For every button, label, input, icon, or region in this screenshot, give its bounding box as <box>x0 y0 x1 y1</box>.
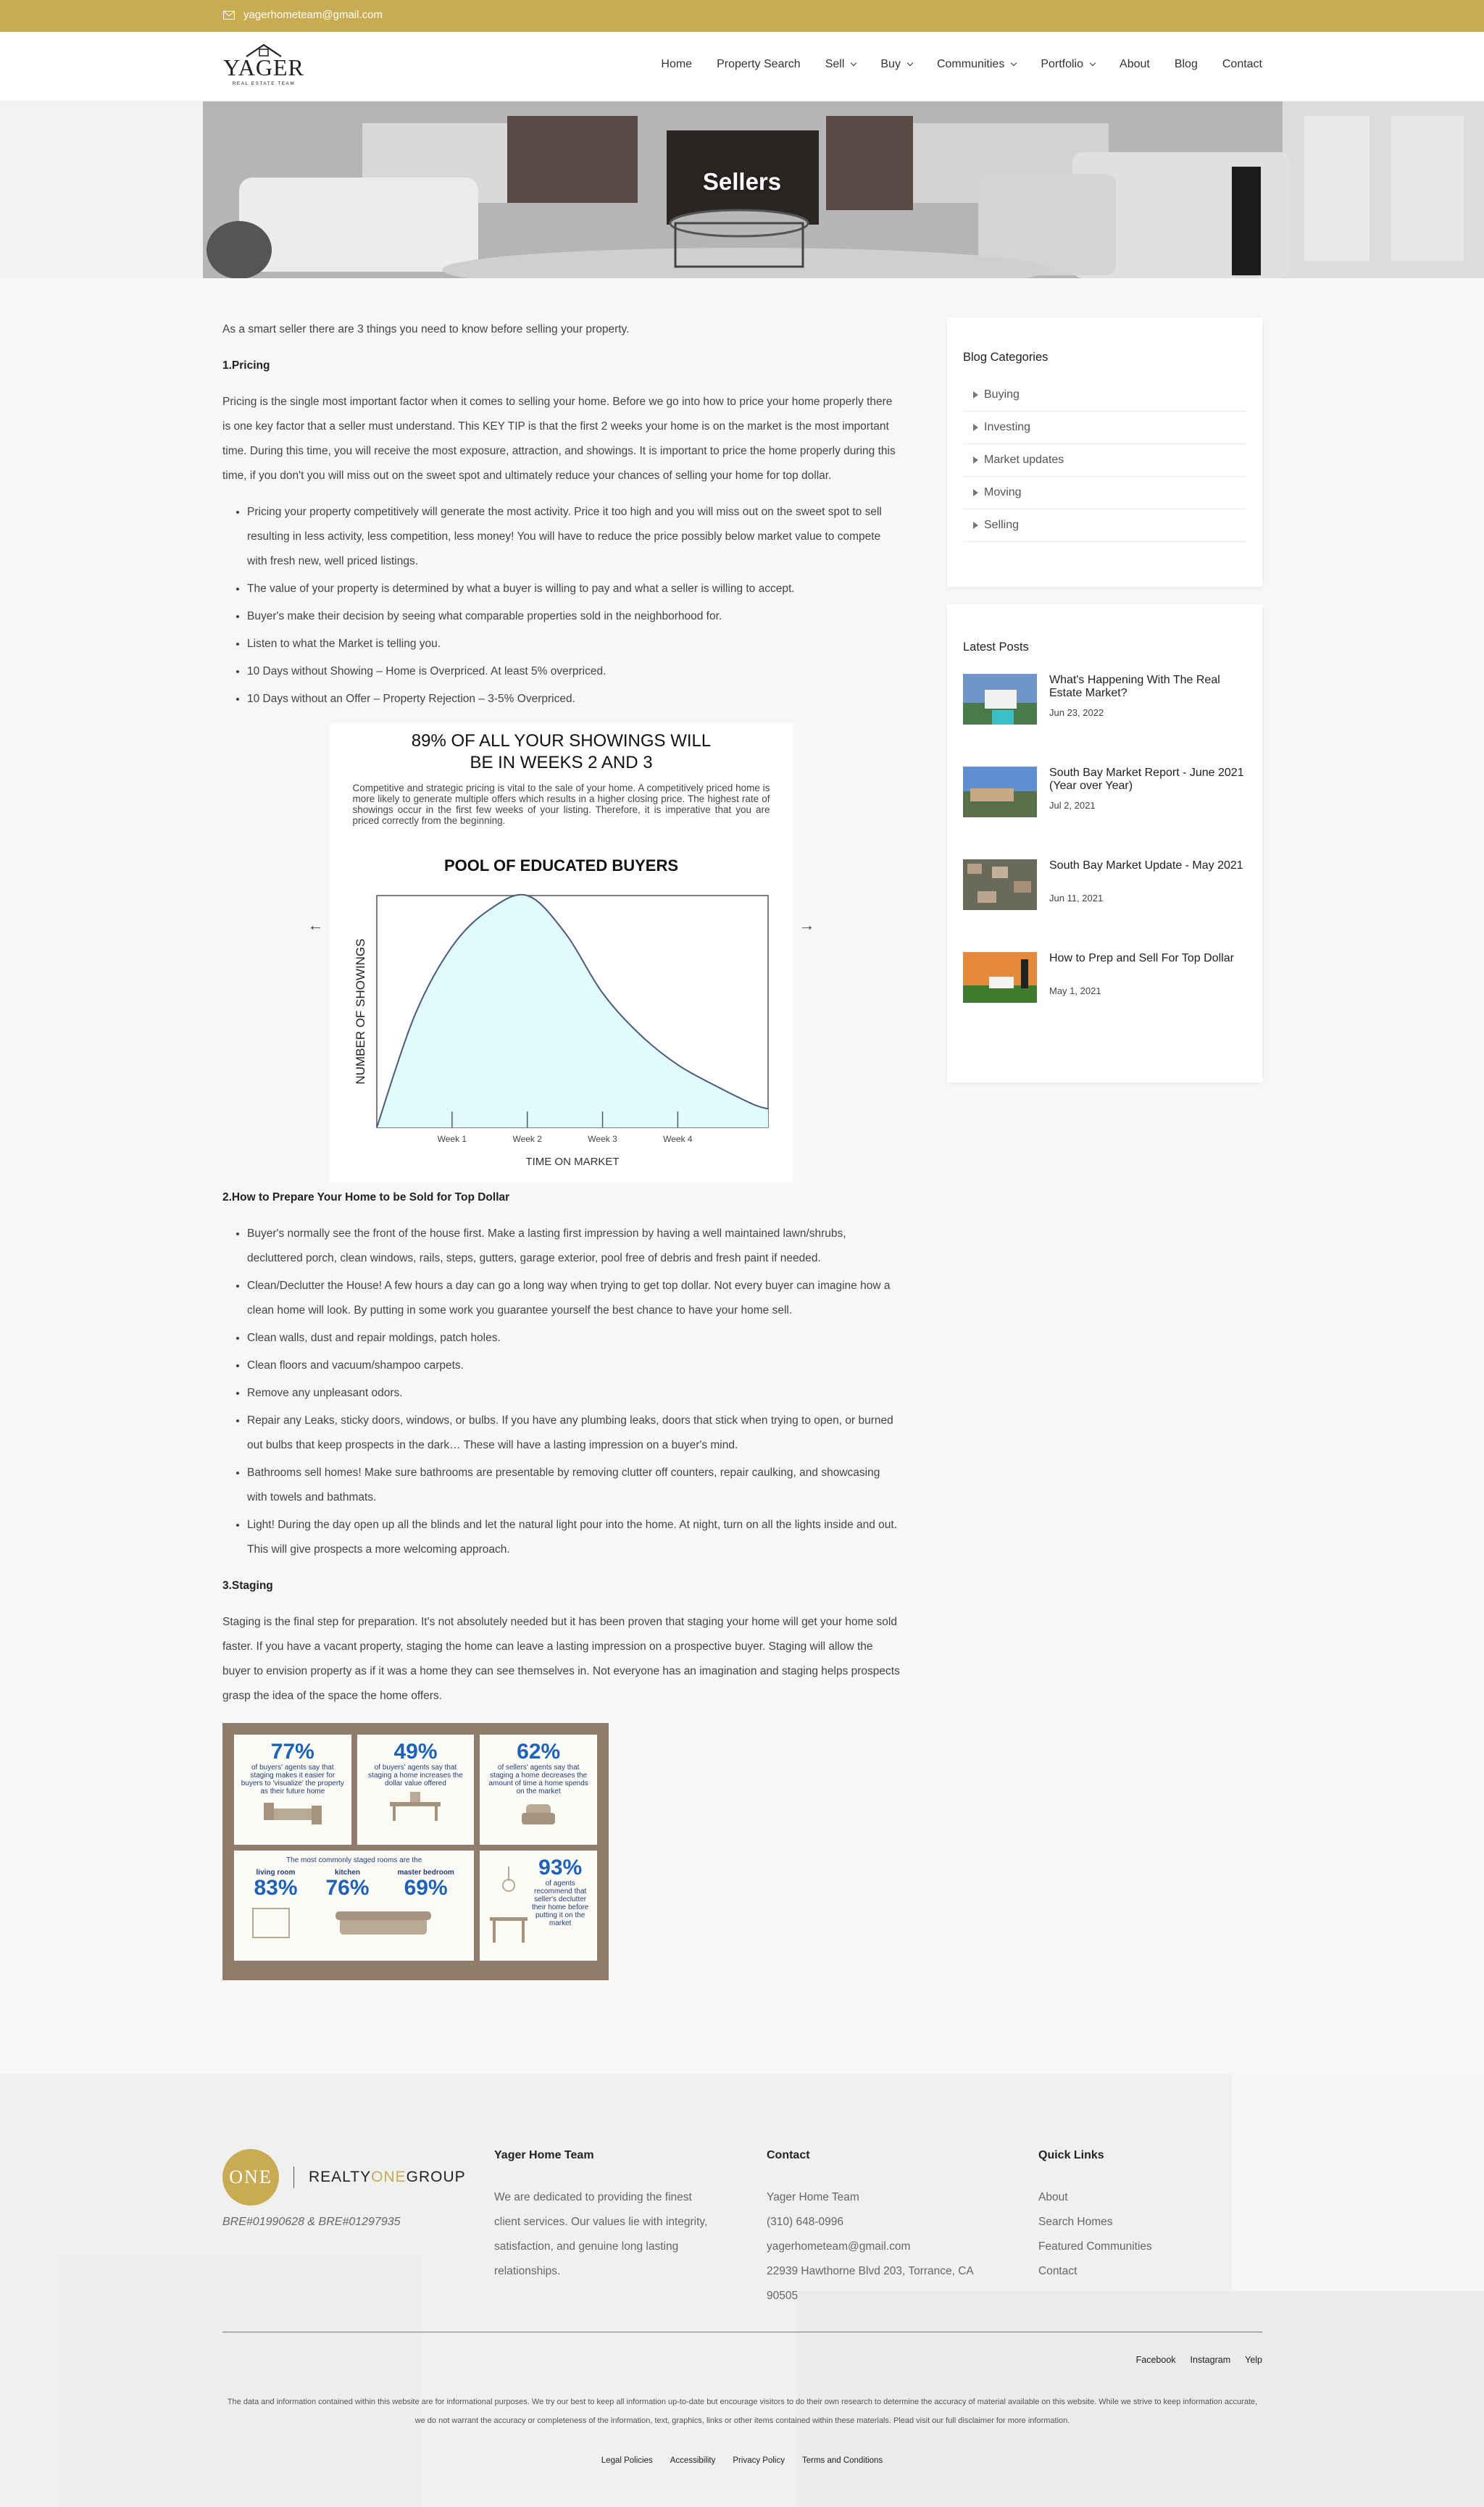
nav-item-label: Sell <box>825 58 845 70</box>
nav-item-label: Contact <box>1222 58 1262 70</box>
stat-value: 49% <box>393 1740 438 1764</box>
stat-staged-rooms <box>234 1851 474 1961</box>
footer-about-column <box>494 2149 712 2284</box>
logo-wordmark: YAGER <box>223 54 304 80</box>
contact-line: Yager Home Team <box>767 2191 859 2203</box>
category-item[interactable] <box>963 477 1246 509</box>
category-item[interactable] <box>963 444 1246 477</box>
category-label: Selling <box>984 519 1020 531</box>
nav-item-label: Home <box>661 58 693 70</box>
legal-link[interactable]: Privacy Policy <box>733 2456 785 2465</box>
brand-mid: ONE <box>371 2169 407 2185</box>
carousel-next-arrow[interactable]: → <box>799 916 815 934</box>
declutter-text <box>529 1856 591 1927</box>
list-item: • The value of your property is determined by what a buyer is willing to pay and what a seller is willing to accept. <box>247 577 900 601</box>
room-value: 76% <box>325 1876 370 1900</box>
prepare-heading: 2.How to Prepare Your Home to be Sold for Top Dollar <box>222 1191 510 1204</box>
stat-visualize <box>234 1735 351 1845</box>
x-tick-label: Week 1 <box>437 1134 467 1144</box>
legal-link[interactable]: Terms and Conditions <box>801 2456 883 2465</box>
logo-tagline: REAL ESTATE TEAM <box>232 81 296 86</box>
stat-value: 93% <box>538 1856 583 1880</box>
post-thumbnail <box>963 859 1037 910</box>
post-item[interactable] <box>963 674 1246 726</box>
category-label: Market updates <box>984 454 1064 466</box>
stat-caption: of sellers' agents say that staging a home decreases the amount of time a home spends on the market <box>488 1764 588 1795</box>
nav-item-portfolio[interactable] <box>1041 58 1095 71</box>
x-axis-label: TIME ON MARKET <box>525 1156 620 1168</box>
room-stat <box>325 1869 369 1900</box>
top-bar <box>0 0 1484 32</box>
staged-rooms-caption: The most commonly staged rooms are the <box>286 1856 422 1864</box>
post-title: South Bay Market Report - June 2021 (Year over Year) <box>1049 767 1244 792</box>
post-title: What's Happening With The Real Estate Market? <box>1049 674 1220 699</box>
chart-title: POOL OF EDUCATED BUYERS <box>443 856 679 875</box>
room-value: 83% <box>254 1876 298 1900</box>
nav-item-blog[interactable] <box>1175 58 1198 71</box>
nav-item-label: Property Search <box>717 58 801 70</box>
post-date: Jun 23, 2022 <box>1049 707 1104 718</box>
quick-links <box>1038 2185 1256 2284</box>
room-label: master bedroom <box>397 1869 454 1877</box>
post-date: Jun 11, 2021 <box>1049 893 1104 904</box>
caret-right-icon <box>973 391 978 399</box>
desk-icon <box>383 1792 448 1821</box>
top-email-text: yagerhometeam@gmail.com <box>243 9 383 21</box>
page-title: Sellers <box>702 168 782 195</box>
nav-item-property-search[interactable] <box>717 58 801 71</box>
caret-right-icon <box>973 489 978 496</box>
footer-links-column <box>1038 2149 1256 2284</box>
main-content <box>222 317 900 1980</box>
contact-line[interactable]: yagerhometeam@gmail.com <box>767 2240 911 2253</box>
room-value: 69% <box>404 1876 448 1900</box>
room-stat <box>397 1869 454 1900</box>
post-item[interactable] <box>963 859 1246 912</box>
nav-item-home[interactable] <box>661 58 692 71</box>
staging-paragraph: Staging is the final step for preparation. It's not absolutely needed but it has been proven that staging your home will get your home sold faster. If you have a vacant property, staging the home can leave a lasting impression on a prospective buyer. Staging will allow the buyer to envision property as if it was a home they can see themselves in. Not everyone has an imagination and staging helps prospects grasp the idea of the space the home offers. <box>222 1616 900 1702</box>
post-date: May 1, 2021 <box>1049 985 1101 996</box>
list-item: • Pricing your property competitively will generate the most activity. Price it too high and you will miss out on the sweet spot to sell resulting in less activity, less competition, less money! You will have to reduce the price possibly below market value to compete with fresh new, well priced listings. <box>247 500 900 574</box>
chevron-down-icon <box>851 60 856 66</box>
envelope-icon <box>223 11 235 20</box>
caret-right-icon <box>973 456 978 464</box>
nav-item-label: Portfolio <box>1041 58 1084 70</box>
pricing-heading: 1.Pricing <box>222 359 270 372</box>
nav-item-sell[interactable] <box>825 58 856 71</box>
nav-item-communities[interactable] <box>937 58 1016 71</box>
categories-title: Blog Categories <box>963 351 1049 364</box>
staged-rooms-values <box>240 1869 468 1900</box>
brand-right: GROUP <box>406 2169 466 2185</box>
stat-value: 77% <box>270 1740 314 1764</box>
list-item: • 10 Days without an Offer – Property Rejection – 3-5% Overpriced. <box>247 687 900 712</box>
y-axis-label: NUMBER OF SHOWINGS <box>353 938 367 1085</box>
nav-item-label: Blog <box>1174 58 1198 70</box>
post-item[interactable] <box>963 952 1246 1004</box>
room-stat <box>254 1869 297 1900</box>
sofa-icon <box>246 1904 463 1940</box>
latest-posts-widget <box>947 604 1262 1083</box>
list-item: • Clean walls, dust and repair moldings, patch holes. <box>247 1326 900 1351</box>
infographic-title-line1: 89% OF ALL YOUR SHOWINGS WILL <box>411 731 712 751</box>
stat-time-on-market <box>480 1735 597 1845</box>
post-thumbnail <box>963 952 1037 1003</box>
brand-circle: ONE <box>222 2149 279 2206</box>
x-tick-label: Week 4 <box>662 1134 693 1144</box>
latest-posts-title: Latest Posts <box>963 641 1029 654</box>
chevron-down-icon <box>1090 60 1096 66</box>
room-label: kitchen <box>334 1869 360 1877</box>
blog-categories-widget <box>947 317 1262 587</box>
pricing-infographic <box>307 723 815 1182</box>
nav-item-contact[interactable] <box>1222 58 1262 71</box>
list-item: • 10 Days without Showing – Home is Overpriced. At least 5% overpriced. <box>247 659 900 684</box>
brand-left: REALTY <box>309 2169 372 2185</box>
post-title: South Bay Market Update - May 2021 <box>1049 859 1243 872</box>
footer-disclaimer: The data and information contained within this website are for informational purposes. We try our best to keep all information up-to-date but encourage visitors to do their own research to determine the accuracy of material available on this website. While we strive to keep information accurate, we do not warrant the accuracy or completeness of the information, text, graphics, links or other items contained within these materials. Plead visit our full disclaimer for more information. <box>227 2398 1258 2425</box>
category-label: Investing <box>984 421 1031 433</box>
carousel-prev-arrow[interactable]: ← <box>307 916 324 934</box>
site-logo[interactable] <box>222 42 306 90</box>
page-hero <box>0 101 1484 278</box>
social-link[interactable]: Facebook <box>1135 2355 1176 2365</box>
footer-links-title: Quick Links <box>1038 2149 1104 2161</box>
chevron-down-icon <box>1011 60 1017 66</box>
category-item[interactable] <box>963 379 1246 412</box>
dining-table-icon <box>487 1866 530 1946</box>
list-item: • Buyer's normally see the front of the house first. Make a lasting first impression by having a well maintained lawn/shrubs, decluttered porch, clean windows, rails, steps, gutters, garage exterior, pool free of debris and fresh paint if needed. <box>247 1222 900 1271</box>
legal-link[interactable]: Accessibility <box>670 2456 716 2465</box>
contact-lines <box>767 2185 999 2308</box>
contact-line[interactable]: 22939 Hawthorne Blvd 203, Torrance, CA 90505 <box>767 2265 973 2302</box>
brokerage-logo[interactable] <box>222 2149 466 2206</box>
list-item: • Bathrooms sell homes! Make sure bathrooms are presentable by removing clutter off counters, repair caulking, and showcasing with towels and bathmats. <box>247 1461 900 1510</box>
post-thumbnail <box>963 674 1037 725</box>
infographic-title-line2: BE IN WEEKS 2 AND 3 <box>470 753 653 772</box>
intro-paragraph: As a smart seller there are 3 things you need to know before selling your property. <box>222 323 630 335</box>
contact-line[interactable]: (310) 648-0996 <box>767 2216 843 2228</box>
staging-stats-infographic <box>222 1723 609 1980</box>
category-label: Buying <box>984 388 1020 401</box>
legal-links <box>0 2456 1484 2465</box>
social-link[interactable]: Instagram <box>1190 2355 1231 2365</box>
x-tick-label: Week 2 <box>512 1134 542 1144</box>
quick-link[interactable]: Contact <box>1038 2265 1077 2277</box>
nav-item-buy[interactable] <box>880 58 912 71</box>
stat-value: 62% <box>517 1740 561 1764</box>
category-label: Moving <box>984 486 1022 499</box>
nav-item-label: Buy <box>880 58 901 70</box>
post-item[interactable] <box>963 767 1246 819</box>
main-nav <box>661 58 1262 71</box>
caret-right-icon <box>973 424 978 431</box>
list-item: • Clean/Declutter the House! A few hours a day can go a long way when trying to get top dollar. Not every buyer can imagine how a clean home will look. By putting in some work you guarantee yourself the best chance to have your home sell. <box>247 1274 900 1323</box>
list-item: • Buyer's make their decision by seeing what comparable properties sold in the neighborhood for. <box>247 604 900 629</box>
list-item: • Listen to what the Market is telling you. <box>247 632 900 656</box>
footer-background-image <box>0 2074 1484 2507</box>
room-label: living room <box>256 1869 296 1877</box>
brand-divider <box>293 2166 294 2188</box>
social-link[interactable]: Yelp <box>1245 2355 1262 2365</box>
quick-link[interactable]: Featured Communities <box>1038 2240 1152 2253</box>
site-footer <box>0 2074 1484 2507</box>
chevron-down-icon <box>907 60 913 66</box>
list-item: • Remove any unpleasant odors. <box>247 1381 900 1406</box>
top-email-link[interactable] <box>223 9 383 21</box>
x-tick-label: Week 3 <box>587 1134 617 1144</box>
post-date: Jul 2, 2021 <box>1049 800 1096 811</box>
stat-dollar-value <box>357 1735 475 1845</box>
footer-contact-title: Contact <box>767 2149 810 2161</box>
brand-wordmark <box>309 2169 466 2186</box>
post-thumbnail <box>963 767 1037 817</box>
legal-link[interactable]: Legal Policies <box>601 2456 653 2465</box>
nav-item-about[interactable] <box>1120 58 1150 71</box>
staging-heading: 3.Staging <box>222 1580 273 1592</box>
nav-item-label: Communities <box>936 58 1005 70</box>
stat-caption: of buyers' agents say that staging a home increases the dollar value offered <box>368 1764 463 1788</box>
armchair-icon <box>506 1800 571 1829</box>
pricing-paragraph: Pricing is the single most important factor when it comes to selling your home. Before we go into how to price your home properly there is one key factor that a seller must understand. This KEY TIP is that the first 2 weeks your home is on the market is the most important time. During this time, you will receive the most exposure, attraction, and showings. It is important to price the home properly during this time, if you don't you will miss out on the sweet spot and ultimately reduce your chances of selling your home for top dollar. <box>222 396 896 482</box>
list-item: • Clean floors and vacuum/shampoo carpets. <box>247 1353 900 1378</box>
footer-contact-column <box>767 2149 999 2308</box>
footer-about-title: Yager Home Team <box>494 2149 594 2161</box>
quick-link[interactable]: About <box>1038 2191 1068 2203</box>
category-item[interactable] <box>963 509 1246 542</box>
stat-caption: of agents recommend that seller's declutter their home before putting it on the market <box>531 1880 589 1927</box>
pricing-bullet-list <box>247 500 900 712</box>
quick-link[interactable]: Search Homes <box>1038 2216 1113 2228</box>
prepare-bullet-list <box>247 1222 900 1562</box>
footer-about-text: We are dedicated to providing the finest client services. Our values lie with integrity, satisfaction, and genuine long lasting relationships. <box>494 2191 708 2277</box>
infographic-body: Competitive and strategic pricing is vital to the sale of your home. A competitively priced home is more likely to generate multiple offers which results in a higher closing price. The highest rate of showings occur in the first few weeks of your listing. Therefore, it is imperative that you are priced correctly from the beginning. <box>352 783 770 826</box>
license-numbers: BRE#01990628 & BRE#01297935 <box>222 2216 401 2228</box>
caret-right-icon <box>973 522 978 529</box>
social-links <box>1136 2355 1262 2365</box>
category-list <box>963 379 1246 542</box>
showings-chart <box>330 878 793 1182</box>
nav-item-label: About <box>1120 58 1150 70</box>
site-header <box>0 32 1484 101</box>
stat-declutter <box>480 1851 597 1961</box>
stat-caption: of buyers' agents say that staging makes it easier for buyers to 'visualize' the property as their future home <box>241 1764 344 1795</box>
list-item: • Repair any Leaks, sticky doors, windows, or bulbs. If you have any plumbing leaks, doors that stick when trying to open, or burned out bulbs that keep prospects in the dark… These will have a lasting impression on a buyer's mind. <box>247 1409 900 1458</box>
bed-icon <box>260 1800 325 1826</box>
list-item: • Light! During the day open up all the blinds and let the natural light pour into the home. At night, turn on all the lights inside and out. This will give prospects a more welcoming approach. <box>247 1513 900 1562</box>
category-item[interactable] <box>963 412 1246 444</box>
post-title: How to Prep and Sell For Top Dollar <box>1049 952 1234 964</box>
